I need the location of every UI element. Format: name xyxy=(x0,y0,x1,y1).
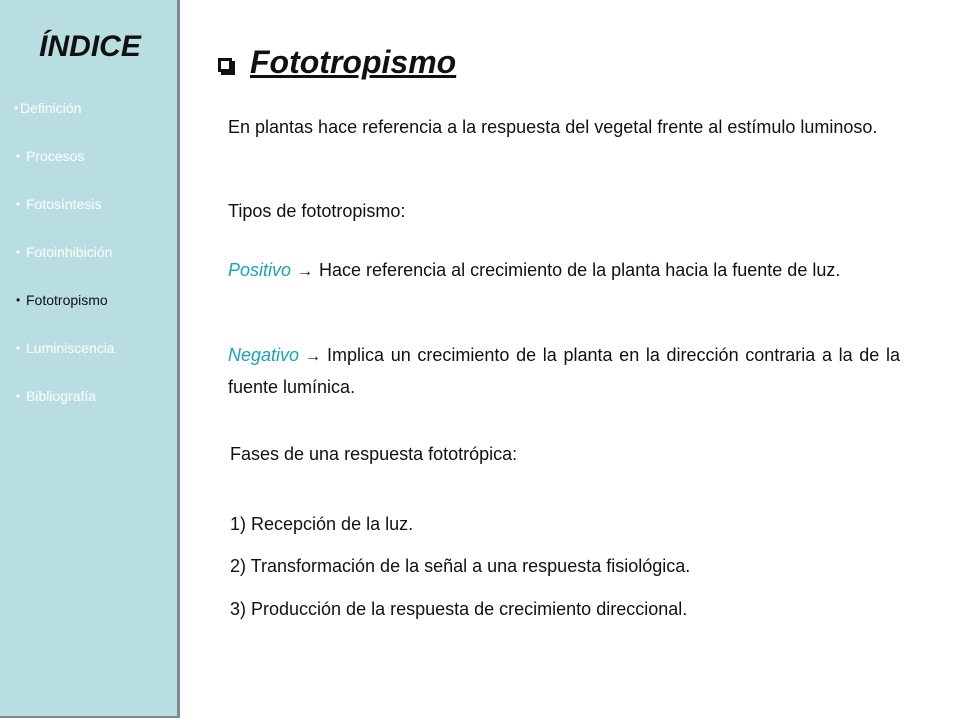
intro-paragraph: En plantas hace referencia a la respuesta del vegetal frente al estímulo luminoso. xyxy=(228,117,878,137)
negative-text: Implica un crecimiento de la planta en la dirección contraria a la de la fuente lumínica. xyxy=(228,345,900,397)
bullet-icon: • xyxy=(16,149,21,163)
title-row xyxy=(218,44,456,81)
nav-item-procesos[interactable] xyxy=(16,147,176,195)
arrow-right-icon: → xyxy=(305,348,322,365)
nav-item-label: Bibliografía xyxy=(26,388,97,404)
positive-text: Hace referencia al crecimiento de la planta hacia la fuente de luz. xyxy=(319,260,841,280)
bullet-icon: • xyxy=(16,341,21,355)
nav-item-definicion[interactable] xyxy=(14,99,176,147)
nav-item-label: Luminiscencia xyxy=(26,340,115,356)
phase-item: 2) Transformación de la señal a una respuesta fisiológica. xyxy=(230,556,691,576)
nav-item-fototropismo[interactable] xyxy=(16,291,176,339)
positive-paragraph xyxy=(228,255,900,287)
checkbox-bullet-icon xyxy=(218,58,232,72)
nav-item-label: Fotosíntesis xyxy=(26,196,102,212)
nav-item-label: Fototropismo xyxy=(26,292,108,308)
nav-item-fotoinhibicion[interactable] xyxy=(16,243,176,291)
negative-term: Negativo xyxy=(228,345,300,365)
phase-item: 3) Producción de la respuesta de crecimiento direccional. xyxy=(230,599,688,619)
phase-item: 1) Recepción de la luz. xyxy=(230,514,414,534)
nav-item-fotosintesis[interactable] xyxy=(16,195,176,243)
positive-term: Positivo xyxy=(228,260,292,280)
page-title: Fototropismo xyxy=(250,44,457,80)
bullet-icon: • xyxy=(16,293,21,307)
index-sidebar xyxy=(0,0,180,718)
types-heading: Tipos de fototropismo: xyxy=(228,201,406,221)
bullet-icon: • xyxy=(14,101,19,115)
nav-item-label: Fotoinhibición xyxy=(26,244,113,260)
index-nav xyxy=(16,99,176,435)
negative-paragraph xyxy=(228,340,900,402)
nav-item-luminiscencia[interactable] xyxy=(16,339,176,387)
bullet-icon: • xyxy=(16,245,21,259)
arrow-right-icon: → xyxy=(297,263,314,280)
index-title: ÍNDICE xyxy=(39,30,141,63)
phases-heading: Fases de una respuesta fototrópica: xyxy=(230,444,518,464)
nav-item-bibliografia[interactable] xyxy=(16,387,176,435)
nav-item-label: Procesos xyxy=(26,148,85,164)
bullet-icon: • xyxy=(16,389,21,403)
bullet-icon: • xyxy=(16,197,21,211)
nav-item-label: Definición xyxy=(20,100,82,116)
